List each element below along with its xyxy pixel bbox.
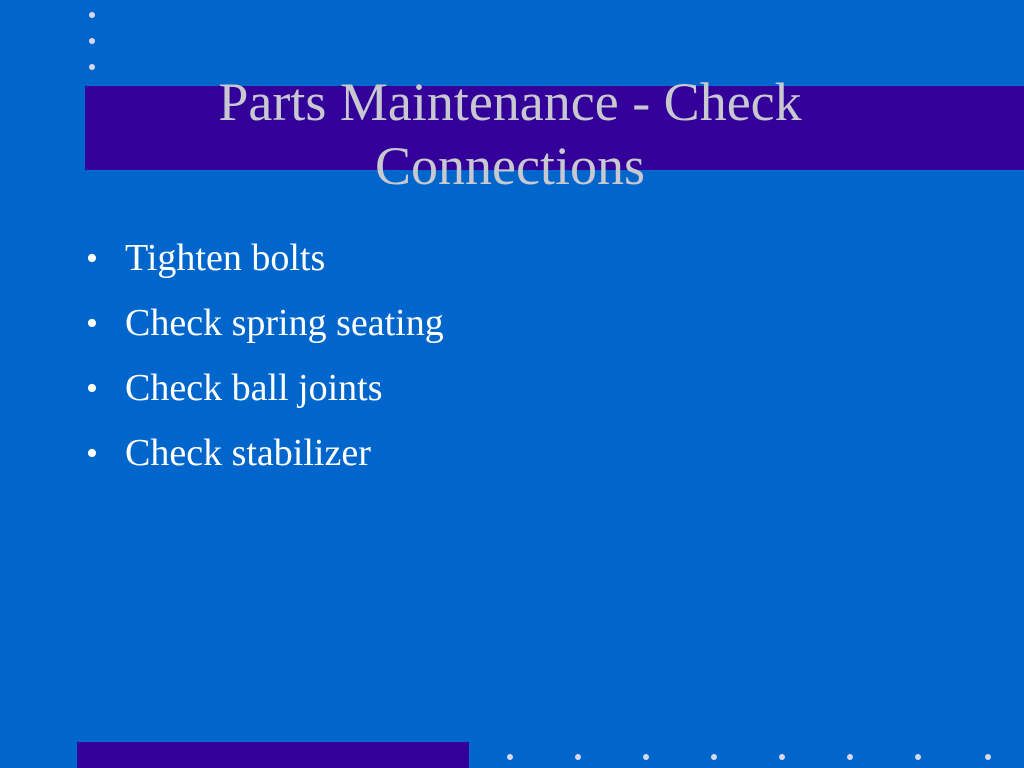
bullet-text: Check spring seating <box>125 302 444 344</box>
bullet-icon: • <box>86 370 98 407</box>
decor-dot <box>779 754 785 760</box>
decor-dot <box>89 64 95 70</box>
decor-dot <box>643 754 649 760</box>
bullet-text: Check ball joints <box>125 367 383 409</box>
vertical-dot-decoration <box>89 12 99 72</box>
bullet-item-check-stabilizer <box>84 421 944 486</box>
decor-dot <box>711 754 717 760</box>
bottom-accent-band <box>77 742 469 768</box>
bullet-text: Check stabilizer <box>125 432 371 474</box>
decor-dot <box>507 754 513 760</box>
horizontal-dot-decoration <box>507 754 1007 764</box>
bullet-icon: • <box>86 240 98 277</box>
bullet-list <box>84 226 944 486</box>
decor-dot <box>89 38 95 44</box>
bullet-icon: • <box>86 435 98 472</box>
decor-dot <box>847 754 853 760</box>
slide-title: Parts Maintenance - Check Connections <box>218 72 802 196</box>
bullet-icon: • <box>86 305 98 342</box>
decor-dot <box>575 754 581 760</box>
decor-dot <box>915 754 921 760</box>
bullet-item-check-spring-seating <box>84 291 944 356</box>
bullet-text: Tighten bolts <box>125 237 326 279</box>
decor-dot <box>985 754 991 760</box>
bullet-item-check-ball-joints <box>84 356 944 421</box>
decor-dot <box>89 12 95 18</box>
bullet-item-tighten-bolts <box>84 226 944 291</box>
